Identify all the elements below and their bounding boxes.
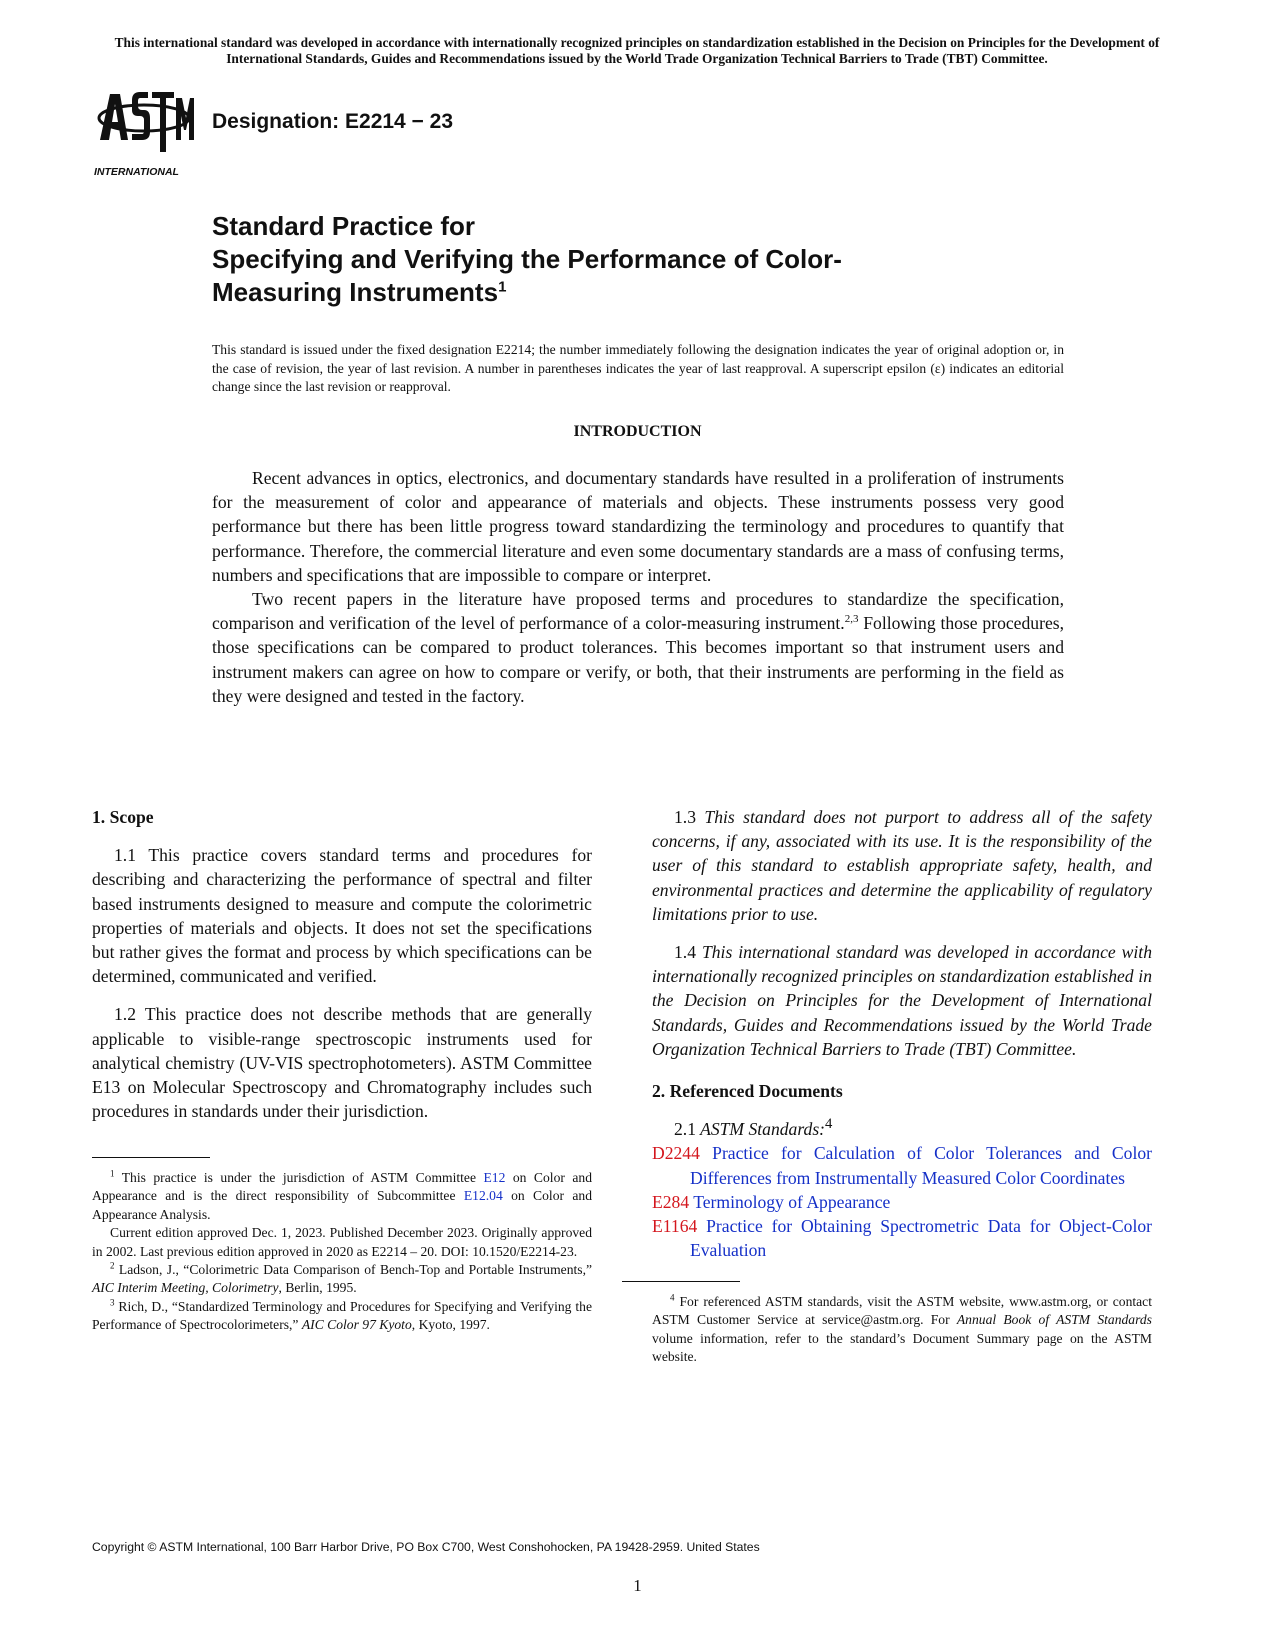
footnotes-left [92, 1169, 592, 1335]
section-1-4: 1.4 This international standard was developed in accordance with internationally recognized principles on standardization established in the Decision on Principles for the Development of International Standards, Guides and Recommendations issued by the World Trade Organization Technical Barriers to Trade (TBT) Committee. [652, 942, 1152, 1059]
title-footnote-mark: 1 [498, 278, 507, 296]
copyright-notice: Copyright © ASTM International, 100 Barr Harbor Drive, PO Box C700, West Conshohocken, PA 19428-2959. United States [92, 1540, 760, 1554]
section-1-3: 1.3 This standard does not purport to address all of the safety concerns, if any, associated with its use. It is the responsibility of the user of this standard to establish appropriate safety, health, and environmental practices and determine the applicability of regulatory limitations prior to use. [652, 807, 1152, 924]
logo-wordmark: INTERNATIONAL [94, 166, 179, 178]
footnote-rule-left [92, 1157, 210, 1158]
footnote-1-edition: Current edition approved Dec. 1, 2023. Published December 2023. Originally approved in 2002. Last previous edition approved in 2020 as E2214 – 20. DOI: 10.1520/E2214-23. [92, 1225, 592, 1259]
scope-heading: 1. Scope [92, 807, 154, 827]
referenced-documents-heading: 2. Referenced Documents [652, 1081, 843, 1102]
reference-e284[interactable]: E284 Terminology of Appearance [652, 1191, 891, 1212]
left-column [92, 805, 592, 1137]
title-line-1: Standard Practice for [212, 211, 475, 241]
intro-paragraph-1: Recent advances in optics, electronics, and documentary standards have resulted in a proliferation of instruments for the measurement of color and appearance of materials and objects. These instruments possess very good performance but there has been little progress toward standardizing the terminology and procedures to quantify that performance. Therefore, the commercial literature and even some documentary standards are a mass of confusing terms, numbers and specifications that are impossible to compare or interpret. [212, 468, 1064, 585]
introduction-heading: INTRODUCTION [573, 423, 702, 440]
section-1-2: 1.2 This practice does not describe methods that are generally applicable to visible-range spectroscopic instruments used for analytical chemistry (UV-VIS spectrophotometers). ASTM Committee E13 on Molecular Spectroscopy and Chromatography includes such procedures in standards under their jurisdiction. [92, 1004, 592, 1122]
footnote-2: $^2$ Ladson, J., “Colorimetric Data Comparison of Bench-Top and Portable Instruments,” AIC Interim Meeting, Colorimetry, Berlin, 1995. [92, 1260, 592, 1296]
document-title [212, 210, 1112, 309]
section-1-1: 1.1 This practice covers standard terms and procedures for describing and characterizing the performance of spectral and filter based instruments designed to measure and compute the colorimetric properties of materials and objects. It does not set the specifications but rather gives the format and process by which specifications can be determined, communicated and verified. [92, 845, 592, 987]
reference-e1164[interactable]: E1164 Practice for Obtaining Spectrometric Data for Object-Color Evaluation [652, 1216, 1152, 1261]
title-line-2: Specifying and Verifying the Performance of Color- [212, 244, 842, 274]
intro-citation: 2,3 [844, 613, 859, 626]
page-number: 1 [633, 1576, 642, 1595]
footnote-4: $^4$ For referenced ASTM standards, visit the ASTM website, www.astm.org, or contact ASTM Customer Service at service@astm.org. For Annual Book of ASTM Standards volume information, refer to the standard’s Document Summary page on the ASTM website. [652, 1292, 1152, 1365]
astm-logo [94, 88, 194, 178]
title-line-3: Measuring Instruments [212, 277, 499, 307]
top-notice: This international standard was developed in accordance with internationally recognized principles on standardization established in the Decision on Principles for the Development of International Standards, Guides and Recommendations issued by the World Trade Organization Technical Barriers to Trade (TBT) Committee. [114, 35, 1160, 66]
designation: Designation: E2214 − 23 [212, 110, 454, 133]
right-column [652, 805, 1152, 1262]
footnote-rule-right [622, 1281, 740, 1282]
section-2-1: 2.1 ASTM Standards:$^4$ [674, 1116, 833, 1140]
committee-link[interactable]: E12 [483, 1170, 506, 1185]
introduction-body [212, 466, 1064, 708]
footnotes-right [652, 1293, 1152, 1367]
reference-d2244[interactable]: D2244 Practice for Calculation of Color Tolerances and Color Differences from Instrumentally Measured Color Coordinates [652, 1143, 1152, 1188]
footnote-1: $^1$ This practice is under the jurisdiction of ASTM Committee E12 on Color and Appearance and is the direct responsibility of Subcommittee E12.04 on Color and Appearance Analysis. [92, 1168, 592, 1222]
issuance-note: This standard is issued under the fixed designation E2214; the number immediately following the designation indicates the year of original adoption or, in the case of revision, the year of last revision. A number in parentheses indicates the year of last reapproval. A superscript epsilon (ε) indicates an editorial change since the last revision or reapproval. [212, 342, 1064, 395]
subcommittee-link[interactable]: E12.04 [463, 1188, 503, 1204]
footnote-3: $^3$ Rich, D., “Standardized Terminology and Procedures for Specifying and Verifying the Performance of Spectrocolorimeters,” AIC Color 97 Kyoto, Kyoto, 1997. [92, 1297, 592, 1333]
intro-paragraph-2: Two recent papers in the literature have proposed terms and procedures to standardize the specification, comparison and verification of the level of performance of a color-measuring instrument.$^{2,3}$ Following those procedures, those specifications can be compared to product tolerances. This becomes important so that instrument users and instrument makers can agree on how to compare or verify, or both, that their instruments are performing in the field as they were designed and tested in the factory. [212, 589, 1064, 706]
